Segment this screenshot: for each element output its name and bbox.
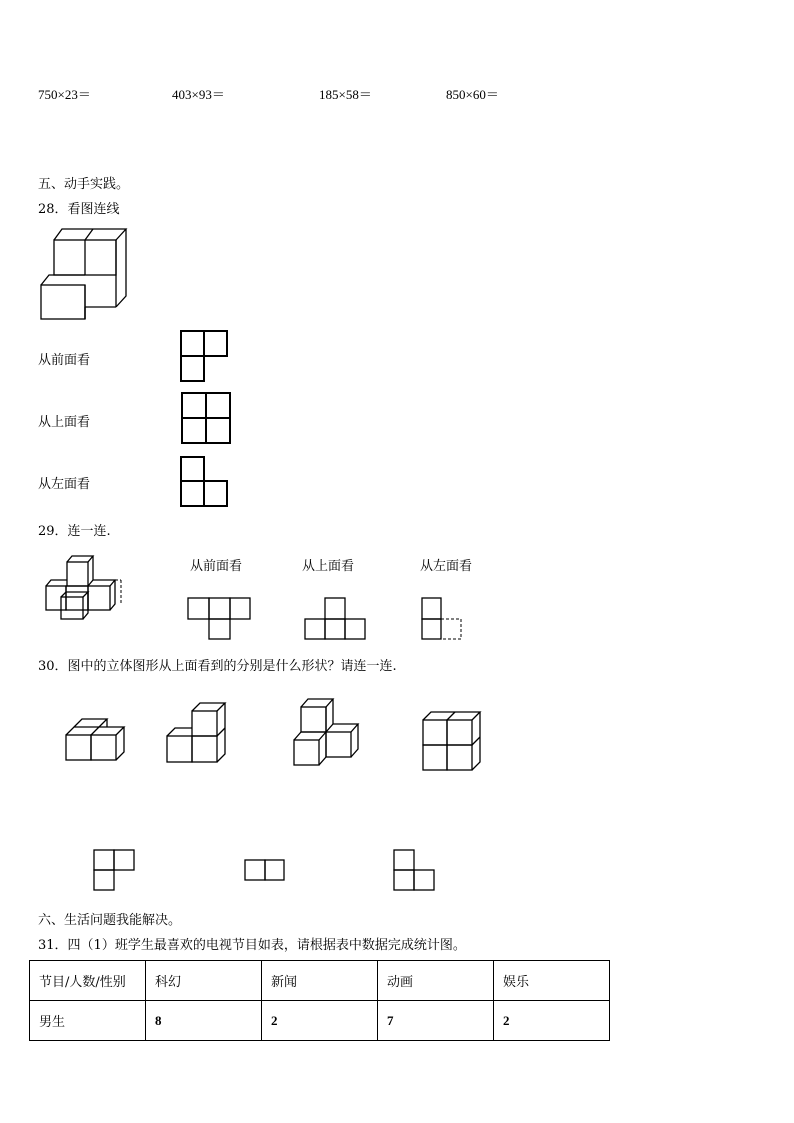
q29-view-left-label: 从左面看 bbox=[420, 559, 473, 574]
table-cell: 7 bbox=[378, 1001, 494, 1041]
q29-title: 29．连一连. bbox=[38, 524, 111, 539]
table-cell: 男生 bbox=[30, 1001, 146, 1041]
calc-3: 185×58＝ bbox=[319, 87, 372, 102]
q31-title: 31．四（1）班学生最喜欢的电视节目如表，请根据表中数据完成统计图。 bbox=[38, 938, 466, 953]
table-cell: 2 bbox=[262, 1001, 378, 1041]
q28-view-left-label: 从左面看 bbox=[38, 477, 91, 492]
table-header-cell: 节目/人数/性别 bbox=[30, 961, 146, 1001]
table-header-cell: 新闻 bbox=[262, 961, 378, 1001]
table-cell: 2 bbox=[494, 1001, 610, 1041]
q28-title: 28．看图连线 bbox=[38, 202, 120, 217]
table-row bbox=[30, 1001, 610, 1041]
q29-view-front-label: 从前面看 bbox=[190, 559, 243, 574]
section-5-heading: 五、动手实践。 bbox=[38, 177, 130, 192]
q29-view-top-label: 从上面看 bbox=[302, 559, 355, 574]
table-header-cell: 科幻 bbox=[146, 961, 262, 1001]
section-6-heading: 六、生活问题我能解决。 bbox=[38, 913, 182, 928]
q30-title: 30．图中的立体图形从上面看到的分别是什么形状？请连一连. bbox=[38, 659, 397, 674]
table-header-cell: 娱乐 bbox=[494, 961, 610, 1001]
table-header-row bbox=[30, 961, 610, 1001]
tv-program-table bbox=[29, 960, 610, 1041]
table-header-cell: 动画 bbox=[378, 961, 494, 1001]
q28-view-front-label: 从前面看 bbox=[38, 353, 91, 368]
calc-4: 850×60＝ bbox=[446, 87, 499, 102]
table-cell: 8 bbox=[146, 1001, 262, 1041]
calc-1: 750×23＝ bbox=[38, 87, 91, 102]
q28-view-top-label: 从上面看 bbox=[38, 415, 91, 430]
calc-2: 403×93＝ bbox=[172, 87, 225, 102]
